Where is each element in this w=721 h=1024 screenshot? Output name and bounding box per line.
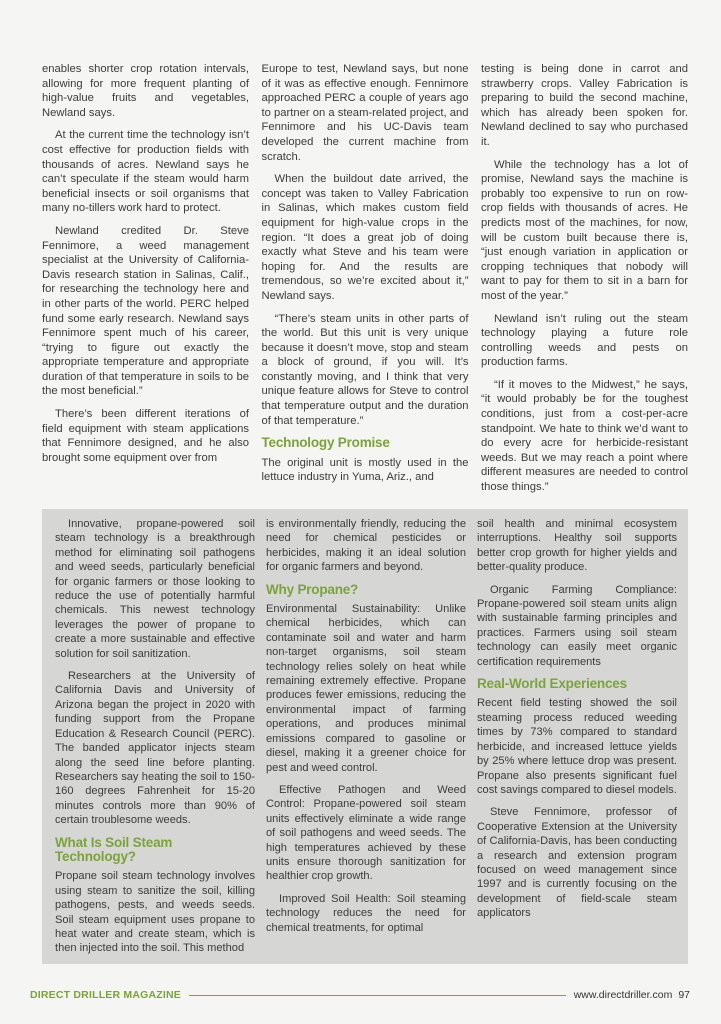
paragraph: The original unit is mostly used in the lettuce industry in Yuma, Ariz., and [261,456,469,484]
article-columns [42,62,688,503]
sidebar-columns [55,517,677,964]
paragraph: While the technology has a lot of promise, Newland says the machine is probably too expensive to run on row-crop fields with thousands of acres. He predicts most of the machines, for now, will be custom built because there is, “just enough variation in application or cropping techniques that nobody will want to pay for them to sit in a barn for most of the year.” [481,158,688,302]
paragraph: Improved Soil Health: Soil steaming technology reduces the need for chemical treatments, for optimal [266,892,466,934]
paragraph: At the current time the technology isn’t cost effective for production fields with thousands of acres. Newland says he can’t speculate if the steam would harm beneficial insects or soil organisms that many no-tillers work hard to protect. [42,129,249,215]
sidebar-column-2 [266,517,466,964]
paragraph: Innovative, propane-powered soil steam technology is a breakthrough method for eliminating soil pathogens and weed seeds, particularly beneficial for organic farmers or those looking to reduce the use of potentially harmful chemicals. This newest technology leverages the power of propane to create a more sustainable and effective solution for soil sanitization. [55,518,255,660]
paragraph: Europe to test, Newland says, but none of it was as effective enough. Fennimore approached PERC a couple of years ago to partner on a steam-related project, and Fennimore and his UC-Davis team developed the current machine from scratch. [261,63,469,163]
article-column-1 [42,62,249,503]
paragraph: Newland credited Dr. Steve Fennimore, a weed management specialist at the University of California-Davis research station in Salinas, Calif., for researching the technology here and in other parts of the world. PERC helped fund some early research. Newland says Fennimore spent much of his career, “trying to figure out exactly the appropriate temperature and appropriate duration of that temperature in soils to be the most beneficial.” [42,224,249,398]
article-column-2 [262,62,469,503]
section-heading: Technology Promise [261,435,390,451]
paragraph: Recent field testing showed the soil steaming process reduced weeding times by 73% compared to standard herbicide, and increased lettuce yields by 25% where lettuce drop was present. Propane also presents significant fuel cost savings compared to diesel models. [477,697,677,796]
website-link[interactable]: www.directdriller.com [573,989,673,1001]
paragraph: Newland isn’t ruling out the steam technology playing a future role controlling weeds and pests on production farms. [481,312,688,369]
magazine-name: DIRECT DRILLER MAGAZINE [30,989,182,1001]
sidebar-column-1 [55,517,255,964]
paragraph: “If it moves to the Midwest,” he says, “it would probably be for the toughest conditions, just from a cost-per-acre standpoint. We hate to think we’d want to do every acre for herbicide-resistant weeds. But we may reach a point where different measures are needed to control those things.” [481,378,688,494]
paragraph: testing is being done in carrot and strawberry crops. Valley Fabrication is preparing to build the second machine, which has already been spoken for. Newland declined to say who purchased it. [481,63,688,148]
sidebar-column-3 [477,517,677,964]
paragraph: Researchers at the University of California Davis and University of Arizona began the project in 2020 with funding support from the Propane Education & Research Council (PERC). The banded applicator injects steam along the seed line before planting. Researchers say heating the soil to 150-160 degrees Fahrenheit for 15-20 minutes controls more than 90% of certain troublesome weeds. [55,670,255,827]
paragraph: soil health and minimal ecosystem interruptions. Healthy soil supports better crop growth for higher yields and better-quality produce. [477,518,677,574]
paragraph: When the buildout date arrived, the concept was taken to Valley Fabrication in Salinas, which makes custom field equipment for high-value crops in the region. “It does a great job of doing exactly what Steve and his team were hoping for. And the results are tremendous, so we’re excited about it,” Newland says. [261,173,469,302]
section-heading: Why Propane? [266,581,359,597]
paragraph: Effective Pathogen and Weed Control: Propane-powered soil steam units effectively eliminate a wide range of soil pathogens and weed seeds. The high temperatures achieved by these units ensure thorough sanitization for healthier crop growth. [266,783,466,883]
paragraph: Environmental Sustainability: Unlike chemical herbicides, which can contaminate soil and water and harm non-target organisms, soil steam technology relies solely on heat while remaining extremely effective. Propane produces fewer emissions, reducing the environmental impact of farming operations, and produces minimal emissions compared to gasoline or diesel, making it a greener choice for pest and weed control. [266,603,466,774]
paragraph: Organic Farming Compliance: Propane-powered soil steam units align with sustainable farming principles and practices. Farmers using soil steam technology can easily meet organic certification requirements [477,583,677,668]
paragraph: enables shorter crop rotation intervals, allowing for more frequent planting of high-value fruits and vegetables, Newland says. [42,63,249,119]
paragraph: There’s been different iterations of field equipment with steam applications that Fennimore designed, and he also brought some equipment over from [42,408,249,464]
page-number: 97 [678,989,690,1001]
section-heading: Real-World Experiences [477,676,627,692]
footer-divider [189,995,566,996]
paragraph: Propane soil steam technology involves using steam to sanitize the soil, killing pathogens, pests, and weeds seeds. Soil steam equipment uses propane to heat water and create steam, which is then injected into the soil. This method [55,870,255,955]
paragraph: is environmentally friendly, reducing the need for chemical pesticides or herbicides, making it an ideal solution for organic farmers and beyond. [266,518,466,574]
article-column-3 [481,62,688,503]
section-heading: What Is Soil Steam Technology? [55,834,173,864]
paragraph: Steve Fennimore, professor of Cooperative Extension at the University of California-Davis, has been conducting a research and extension program focused on weed management since 1997 and is currently focusing on the development of field-scale steam applicators [477,806,677,920]
paragraph: “There’s steam units in other parts of the world. But this unit is very unique because it doesn’t move, stop and steam a block of ground, if you will. It’s constantly moving, and I think that very unique feature allows for Steve to control that temperature output and the duration of that temperature.” [261,312,469,427]
page-footer [30,988,690,1002]
